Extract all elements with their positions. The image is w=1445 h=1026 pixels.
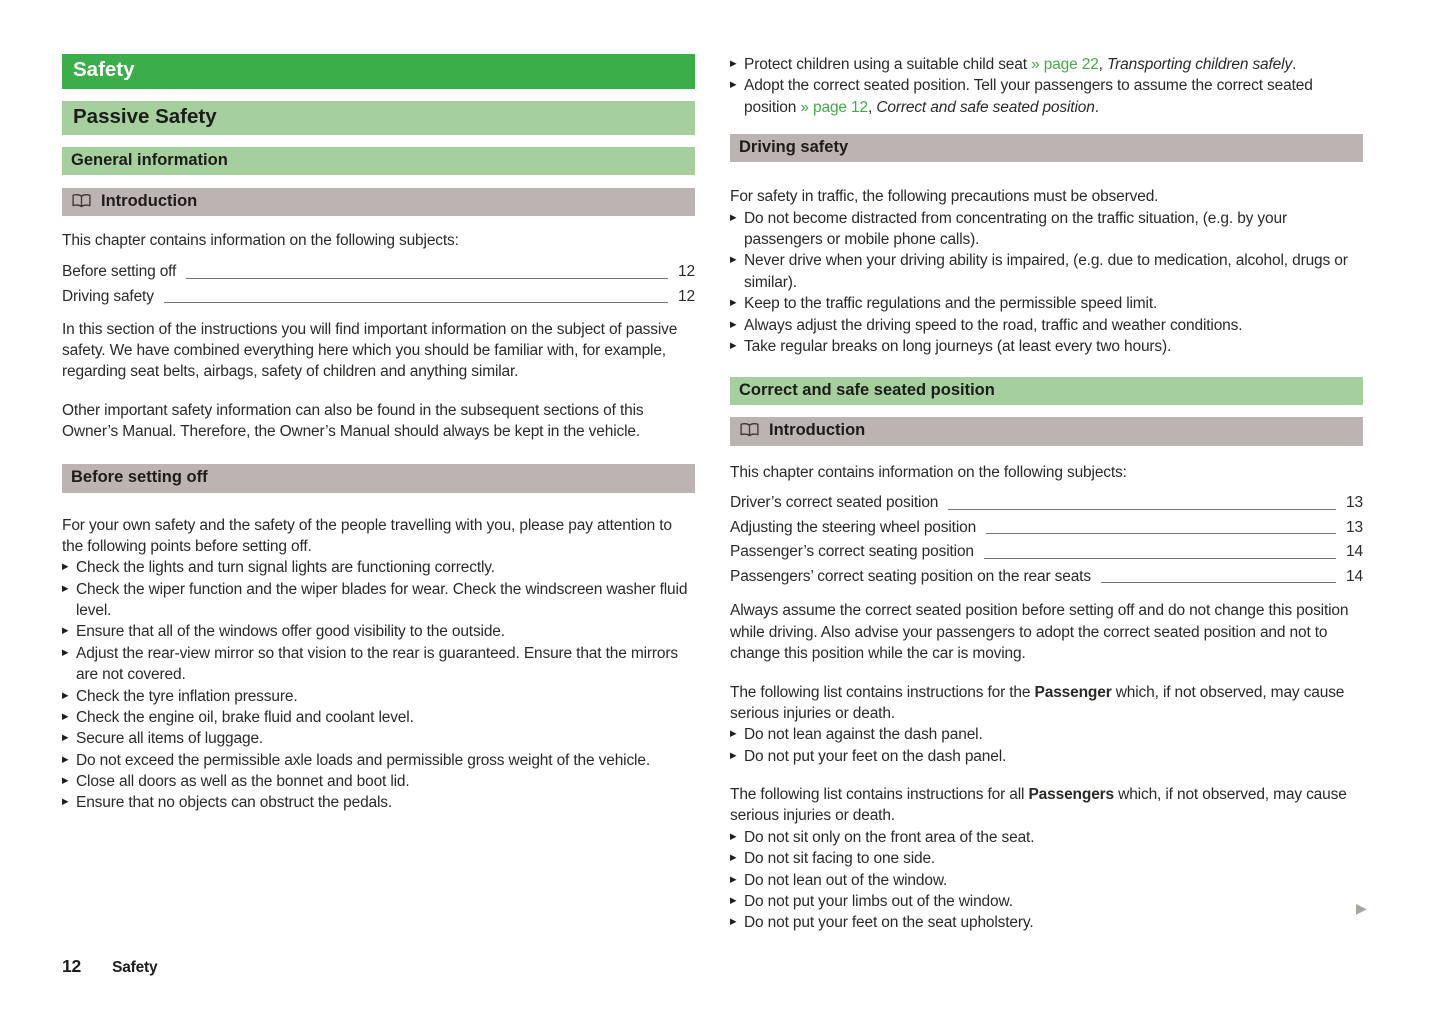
list-item: [730, 891, 1363, 912]
bullet-icon: ▶: [730, 873, 737, 884]
list-item-text: Never drive when your driving ability is impaired, (e.g. due to medication, alcohol, drugs or similar).: [744, 252, 1348, 291]
toc-leader-line: [186, 278, 668, 279]
right-column: [730, 54, 1363, 934]
toc-label: Passengers’ correct seating position on the rear seats: [730, 567, 1091, 585]
chapter-title: Safety: [73, 58, 135, 81]
section-title: Passive Safety: [73, 104, 217, 128]
list-item-text: Do not become distracted from concentrating on the traffic situation, (e.g. by your passengers or mobile phone calls).: [744, 209, 1287, 248]
toc-label: Passenger’s correct seating position: [730, 543, 974, 561]
toc-leader-line: [164, 302, 668, 303]
list-item-text: Protect children using a suitable child seat » page 22, Transporting children safely.: [744, 56, 1297, 73]
list-item-text: Do not lean out of the window.: [744, 871, 948, 889]
chapter-contains-text: This chapter contains information on the following subjects:: [730, 463, 1127, 481]
toc-page-number: 13: [1346, 494, 1363, 512]
bullet-icon: ▶: [730, 79, 737, 90]
bullet-icon: ▶: [62, 732, 69, 743]
list-item: [730, 746, 1363, 767]
paragraph: The following list contains instructions for all Passengers which, if not observed, may cause serious injuries or death.: [730, 786, 1347, 825]
list-item: [730, 827, 1363, 848]
bullet-icon: ▶: [730, 254, 737, 265]
list-item-text: Adjust the rear-view mirror so that vision to the rear is guaranteed. Ensure that the mirrors are not covered.: [76, 644, 679, 684]
paragraph: For safety in traffic, the following precautions must be observed.: [730, 188, 1159, 206]
toc-leader-line: [986, 533, 1336, 534]
list-item-text: Check the wiper function and the wiper blades for wear. Check the windscreen washer fluid level.: [76, 580, 688, 620]
page-link[interactable]: » page 22: [1031, 56, 1099, 73]
list-item: [730, 724, 1363, 745]
list-item-text: Check the tyre inflation pressure.: [76, 687, 298, 705]
footer-page-number: 12: [62, 956, 82, 976]
toc-page-number: 14: [1346, 543, 1363, 561]
mini-toc: [730, 491, 1363, 589]
list-item-text: Take regular breaks on long journeys (at least every two hours).: [744, 337, 1172, 355]
driving-safety-list: [730, 208, 1363, 358]
list-item: [730, 848, 1363, 869]
open-book-icon: [71, 193, 92, 209]
list-item: [730, 336, 1363, 357]
list-item-text: Do not put your feet on the seat upholstery.: [744, 914, 1034, 932]
introduction-heading: Introduction: [769, 421, 866, 440]
left-column: [62, 54, 695, 831]
list-item-text: Always adjust the driving speed to the road, traffic and weather conditions.: [744, 316, 1243, 334]
toc-leader-line: [984, 558, 1336, 559]
paragraph: The following list contains instructions for the Passenger which, if not observed, may cause serious injuries or death.: [730, 683, 1345, 722]
list-item: [730, 208, 1363, 251]
list-item-text: Do not put your feet on the dash panel.: [744, 747, 1007, 765]
list-item: [62, 579, 695, 622]
toc-row: [730, 515, 1363, 539]
list-item: [62, 750, 695, 771]
open-book-icon: [739, 422, 760, 438]
bullet-icon: ▶: [730, 830, 737, 841]
heading-bar-introduction: [62, 188, 695, 216]
bullet-icon: ▶: [62, 710, 69, 721]
chapter-title-bar: [62, 54, 695, 89]
toc-leader-line: [948, 509, 1336, 510]
toc-row: [730, 540, 1363, 564]
list-item: [730, 75, 1363, 118]
toc-page-number: 14: [1346, 567, 1363, 585]
list-item-text: Do not lean against the dash panel.: [744, 726, 983, 744]
list-item-text: Close all doors as well as the bonnet and boot lid.: [76, 773, 410, 791]
passengers-list: [730, 827, 1363, 934]
list-item-text: Ensure that all of the windows offer good visibility to the outside.: [76, 623, 505, 641]
paragraph: In this section of the instructions you will find important information on the subject of passive safety. We have combined everything here which you should be familiar with, for example, regarding seat belts, airbags, safety of children and anything similar.: [62, 320, 678, 381]
list-item: [730, 315, 1363, 336]
toc-row: [62, 260, 695, 284]
footer-section-label: Safety: [112, 959, 158, 976]
toc-label: Driving safety: [62, 287, 154, 305]
list-item-text: Do not sit only on the front area of the seat.: [744, 828, 1035, 846]
toc-label: Adjusting the steering wheel position: [730, 518, 977, 536]
bullet-icon: ▶: [730, 318, 737, 329]
section-title-bar: [62, 101, 695, 136]
list-item-text: Check the engine oil, brake fluid and coolant level.: [76, 708, 414, 726]
list-item: [62, 557, 695, 578]
section-bar-correct-seated-position: [730, 377, 1363, 405]
bullet-icon: ▶: [730, 852, 737, 863]
list-item-text: Do not put your limbs out of the window.: [744, 892, 1013, 910]
paragraph: Always assume the correct seated position before setting off and do not change this position while driving. Also advise your passengers to adopt the correct seated position and not to change this position while the car is moving.: [730, 602, 1349, 663]
bullet-icon: ▶: [62, 561, 69, 572]
list-item-text: Check the lights and turn signal lights are functioning correctly.: [76, 559, 495, 577]
list-item-text: Secure all items of luggage.: [76, 730, 264, 748]
before-setting-off-heading: Before setting off: [71, 468, 208, 487]
bullet-icon: ▶: [730, 916, 737, 927]
bullet-icon: ▶: [730, 297, 737, 308]
list-item: [62, 771, 695, 792]
list-item: [730, 870, 1363, 891]
before-setting-off-list: [62, 557, 695, 814]
bullet-icon: ▶: [62, 582, 69, 593]
heading-bar-driving-safety: [730, 134, 1363, 162]
list-item: [730, 54, 1363, 75]
list-item: [62, 643, 695, 686]
toc-row: [62, 284, 695, 308]
bullet-icon: ▶: [730, 211, 737, 222]
bullet-icon: ▶: [730, 58, 737, 68]
bullet-icon: ▶: [730, 894, 737, 905]
page-link[interactable]: » page 12: [800, 98, 868, 116]
bullet-icon: ▶: [62, 796, 69, 807]
introduction-heading: Introduction: [101, 192, 198, 211]
list-item: [62, 686, 695, 707]
paragraph: For your own safety and the safety of the people travelling with you, please pay attention to the following points before setting off.: [62, 516, 672, 555]
list-item: [730, 293, 1363, 314]
bullet-icon: ▶: [730, 749, 737, 760]
subsection-bar-general-information: [62, 147, 695, 175]
driving-safety-heading: Driving safety: [739, 138, 849, 157]
bullet-icon: ▶: [62, 646, 69, 657]
carried-over-list: [730, 54, 1363, 118]
mini-toc: [62, 260, 695, 309]
toc-row: [730, 564, 1363, 588]
list-item: [62, 621, 695, 642]
bullet-icon: ▶: [730, 339, 737, 350]
chapter-contains-text: This chapter contains information on the following subjects:: [62, 232, 459, 250]
subsection-title: General information: [71, 151, 228, 170]
list-item-text: Do not sit facing to one side.: [744, 850, 936, 868]
heading-bar-introduction-2: [730, 417, 1363, 445]
list-item: [62, 707, 695, 728]
toc-page-number: 13: [1346, 518, 1363, 536]
heading-bar-before-setting-off: [62, 464, 695, 492]
correct-position-heading: Correct and safe seated position: [739, 381, 995, 400]
list-item: [730, 912, 1363, 933]
bullet-icon: ▶: [62, 753, 69, 764]
page-continuation-icon: ▶: [1356, 900, 1367, 916]
paragraph: Other important safety information can also be found in the subsequent sections of this Owner’s Manual. Therefore, the Owner’s Manual should always be kept in the vehicle.: [62, 401, 644, 441]
list-item-text: Keep to the traffic regulations and the permissible speed limit.: [744, 295, 1158, 313]
list-item-text: Ensure that no objects can obstruct the pedals.: [76, 794, 393, 812]
toc-page-number: 12: [678, 263, 695, 281]
list-item: [62, 728, 695, 749]
toc-leader-line: [1101, 582, 1336, 583]
list-item-text: Do not exceed the permissible axle loads and permissible gross weight of the vehicle.: [76, 751, 650, 769]
bullet-icon: ▶: [62, 775, 69, 786]
toc-label: Before setting off: [62, 263, 177, 281]
page-footer: [62, 956, 157, 977]
list-item: [730, 250, 1363, 293]
list-item-text: Adopt the correct seated position. Tell your passengers to assume the correct seated position » page 12, Correct and safe seated position.: [744, 77, 1313, 116]
bullet-icon: ▶: [62, 625, 69, 636]
bullet-icon: ▶: [62, 689, 69, 700]
toc-row: [730, 491, 1363, 515]
passenger-list: [730, 724, 1363, 767]
toc-page-number: 12: [678, 287, 695, 305]
bullet-icon: ▶: [730, 728, 737, 739]
toc-label: Driver’s correct seated position: [730, 494, 939, 512]
list-item: [62, 792, 695, 813]
